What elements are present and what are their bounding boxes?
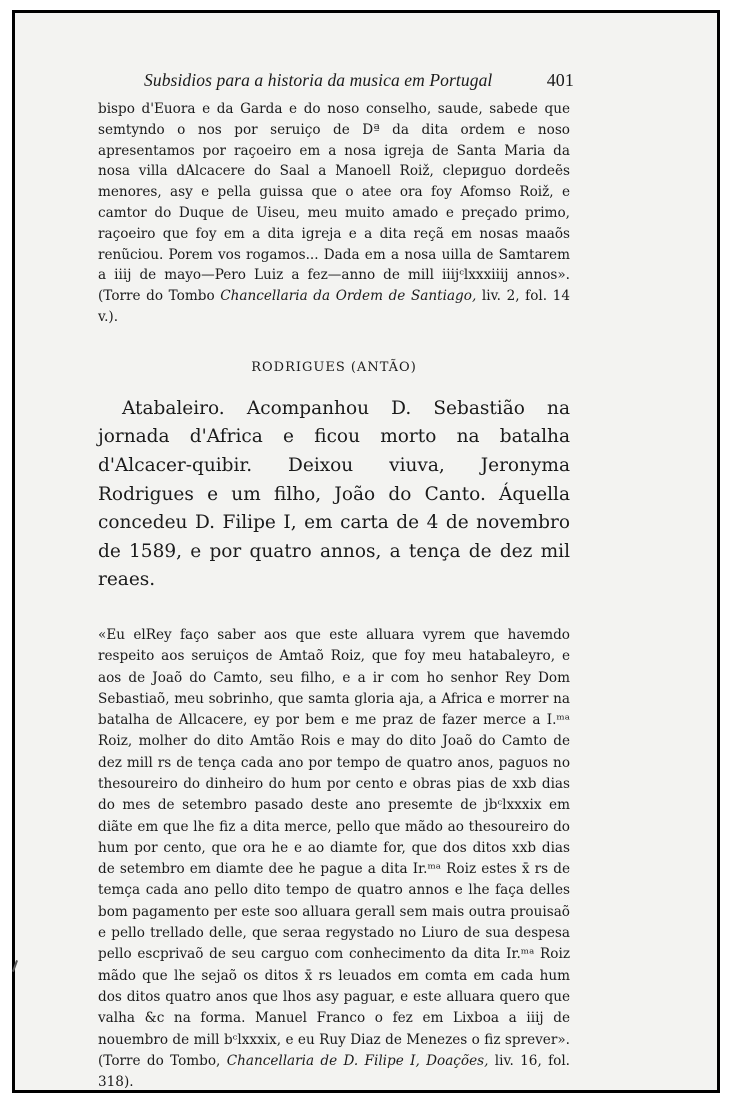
entry-lead: Atabaleiro. Acompanhou D. Sebastião na jornada d'Africa e ficou morto na batalha d'Alcacer-quibir. Deixou viuva, Jeronyma Rodrigues e um filho, João do Canto. Áquella concedeu D. Filipe I, em carta de 4 de novembro de 1589, e por quatro annos, a tença de dez mil reaes. [98,397,570,591]
previous-entry-source: Chancellaria da Ordem de Santiago, [220,288,477,305]
document-body: «Eu elRey faço saber aos que este alluara vyrem que havemdo respeito aos seruiços de Amtaõ Roiz, que foy meu hatabaleyro, e aos de Joaõ do Camto, seu filho, e a ir com ho senhor Rey Dom Sebastiaõ, meu sobrinho, que samta gloria aja, a Africa e morrer na batalha de Allcacere, ey por bem e me praz de fazer merce a I.ᵐᵃ Roiz, molher do dito Amtão Rois e may do dito Joaõ do Camto de dez mill rs de tença cada ano por tempo de quatro anos, paguos no thesoureiro do dinheiro do hum por cento e obras pias de xxb dias do mes de setembro pasado deste ano presemte de jbᶜlxxxix em diãte em que lhe fiz a dita merce, pello que mãdo ao thesoureiro do hum por cento, que ora he e ao diamte for, que dos ditos xxb dias de setembro em diamte dee he pague a dita Ir.ᵐᵃ Roiz estes x̄ rs de temça cada ano pello dito tempo de quatro annos e lhe faça delles bom pagamento per este soo alluara gerall sem mais outra prouisaõ e pello trellado delle, que seraa regystado no Liuro de sua despesa pello escprivaõ de seu carguo com conhecimento da dita Ir.ᵐᵃ Roiz mãdo que lhe sejaõ os ditos x̄ rs leuados em comta em cada hum dos ditos quatro anos que lhos asy paguar, e este alluara quero que valha &c na forma. Manuel Franco o fez em Lixboa a iiij de nouembro de mill bᶜlxxxix, e eu Ruy Diaz de Menezes o fiz sprever». (Torre do Tombo, [98,626,570,1069]
book-page [98,70,574,1093]
document-source-tail: liv. 16, fol. 318). [98,1052,570,1091]
entry-heading: RODRIGUES (ANTÃO) [251,359,417,375]
running-head-title: Subsidios para a historia da musica em Portugal [144,70,493,90]
page-number: 401 [546,70,574,90]
previous-entry-source-tail: liv. 2, fol. 14 v.). [98,288,570,325]
previous-entry-body: bispo d'Euora e da Garda e do noso conselho, saude, sabede que semtyndo o nos por seruiço de Dª da dita ordem e noso apresentamos por raçoeiro em a nosa igreja de Santa Maria da nosa villa dAlcacere do Saal a Manoell Roiž, clериguo dordeẽs menores, asy e pella guissa que o atee ora foy Afomso Roiž, e camtor do Duque de Uiseu, meu muito amado e preçado primo, raçoeiro que foy em a dita igreja e a dita reçã em nosas maaõs renũciou. Porem vos rogamos... Dada em a nosa uilla de Samtarem a iiij de mayo—Pero Luiz a fez—anno de mill iiijᶜlxxxiiij annos». (Torre do Tombo [98,101,570,305]
running-head [98,70,574,91]
document-source: Chancellaria de D. Filipe I, Doações, [226,1052,489,1069]
previous-entry-text [98,99,570,328]
document-quote [98,625,570,1094]
